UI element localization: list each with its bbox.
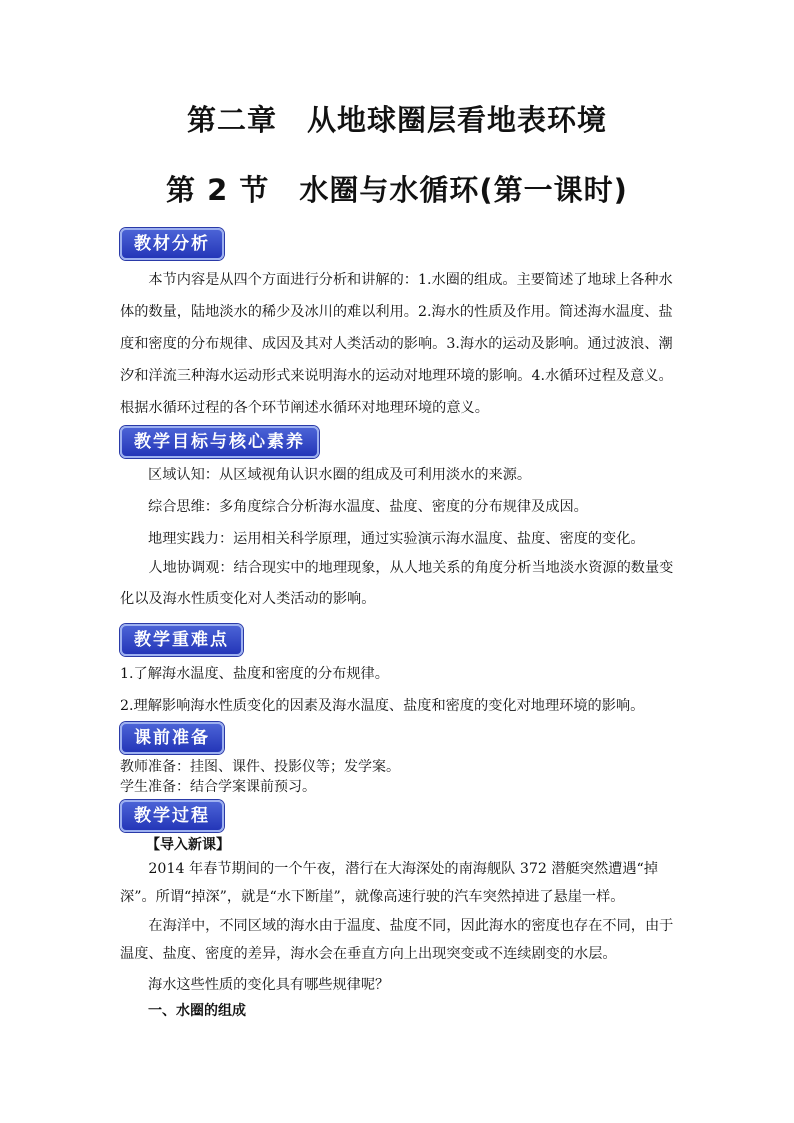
heading-badge-goals: 教学目标与核心素养: [120, 426, 319, 458]
heading-badge-analysis: 教材分析: [120, 228, 224, 260]
student-preparation: 学生准备：结合学案课前预习。: [120, 779, 316, 795]
heading-badge-preparation: 课前准备: [120, 722, 224, 754]
heading-badge-process: 教学过程: [120, 800, 224, 832]
intro-paragraph-2: 在海洋中，不同区域的海水由于温度、盐度不同，因此海水的密度也存在不同，由于温度、盐度、密度的差异，海水会在垂直方向上出现突变或不连续剧变的水层。: [120, 918, 674, 962]
subheading-hydrosphere: 一、水圈的组成: [148, 1003, 246, 1019]
chapter-title: 第二章 从地球圈层看地表环境: [186, 103, 607, 137]
intro-label: 【导入新课】: [146, 837, 230, 853]
key-point-1: 1.了解海水温度、盐度和密度的分布规律。: [120, 666, 389, 682]
goal-item-harmony: 人地协调观：结合现实中的地理现象，从人地关系的角度分析当地淡水资源的数量变化以及海水性质变化对人类活动的影响。: [120, 560, 674, 607]
analysis-paragraph: 本节内容是从四个方面进行分析和讲解的：1.水圈的组成。主要简述了地球上各种水体的数量，陆地淡水的稀少及冰川的难以利用。2.海水的性质及作用。简述海水温度、盐度和密度的分布规律、成因及其对人类活动的影响。3.海水的运动及影响。通过波浪、潮汐和洋流三种海水运动形式来说明海水的运动对地理环境的影响。4.水循环过程及意义。根据水循环过程的各个环节阐述水循环对地理环境的意义。: [120, 272, 673, 416]
intro-question: 海水这些性质的变化具有哪些规律呢？: [148, 977, 390, 993]
intro-paragraph-1: 2014 年春节期间的一个午夜，潜行在大海深处的南海舰队 372 潜艇突然遭遇“掉深”。所谓“掉深”，就是“水下断崖”，就像高速行驶的汽车突然掉进了悬崖一样。: [120, 861, 658, 905]
section-title: 第 2 节 水圈与水循环(第一课时): [166, 173, 628, 207]
goal-item-practice: 地理实践力：运用相关科学原理，通过实验演示海水温度、盐度、密度的变化。: [148, 531, 645, 547]
teacher-preparation: 教师准备：挂图、课件、投影仪等；发学案。: [120, 759, 400, 775]
heading-badge-key-points: 教学重难点: [120, 624, 243, 656]
goal-item-region: 区域认知：从区域视角认识水圈的组成及可利用淡水的来源。: [148, 467, 532, 483]
key-point-2: 2.理解影响海水性质变化的因素及海水温度、盐度和密度的变化对地理环境的影响。: [120, 698, 645, 714]
goal-item-thinking: 综合思维：多角度综合分析海水温度、盐度、密度的分布规律及成因。: [148, 499, 588, 515]
